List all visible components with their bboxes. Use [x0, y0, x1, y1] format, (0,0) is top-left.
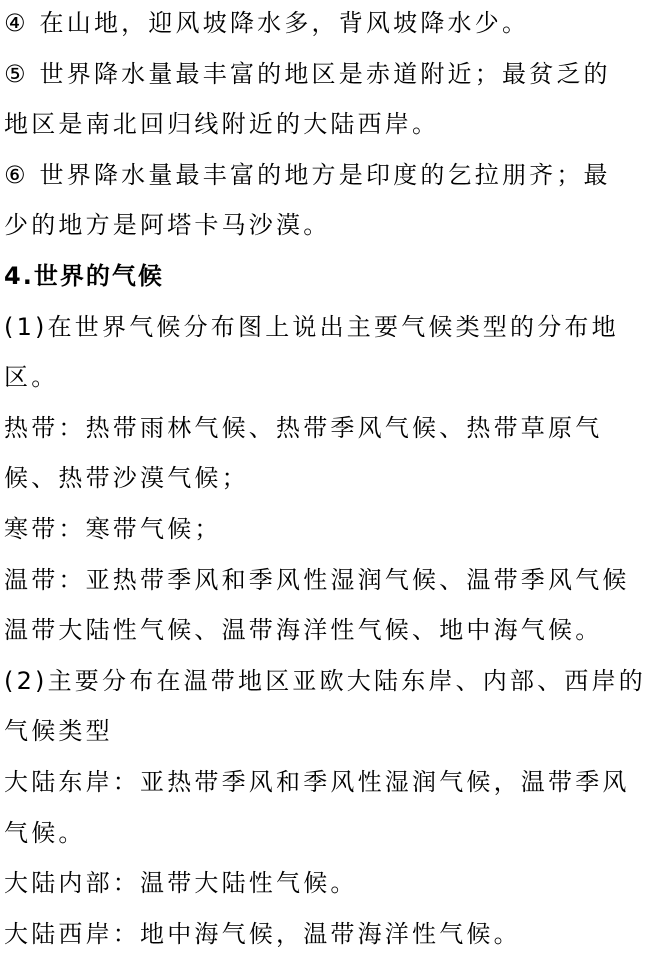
text-line: 少的地方是阿塔卡马沙漠。: [4, 211, 331, 240]
text-line: 温带：亚热带季风和季风性湿润气候、温带季风气候: [4, 565, 630, 594]
text-line: 地区是南北回归线附近的大陆西岸。: [4, 110, 440, 139]
text-line: 气候类型: [4, 717, 113, 746]
text-line: 候、热带沙漠气候；: [4, 464, 249, 493]
text-line: 大陆内部：温带大陆性气候。: [4, 869, 358, 898]
text-line: ⑥ 世界降水量最丰富的地方是印度的乞拉朋齐；最: [4, 160, 611, 189]
text-line: 气候。: [4, 818, 86, 847]
text-line: ⑤ 世界降水量最丰富的地区是赤道附近；最贫乏的: [4, 59, 611, 88]
text-line: ④ 在山地，迎风坡降水多，背风坡降水少。: [4, 9, 530, 37]
text-line: 温带大陆性气候、温带海洋性气候、地中海气候。: [4, 616, 603, 645]
text-line: 大陆西岸：地中海气候，温带海洋性气候。: [4, 919, 521, 948]
document-page: [4, 0, 664, 959]
text-line: 大陆东岸：亚热带季风和季风性湿润气候，温带季风: [4, 767, 630, 796]
text-line: 寒带：寒带气候；: [4, 514, 222, 543]
text-line: 热带：热带雨林气候、热带季风气候、热带草原气: [4, 413, 603, 442]
section-heading: 4.世界的气候: [4, 261, 164, 290]
text-line: (2)主要分布在温带地区亚欧大陆东岸、内部、西岸的: [4, 666, 646, 695]
text-line: 区。: [4, 363, 59, 392]
text-line: (1)在世界气候分布图上说出主要气候类型的分布地: [4, 312, 619, 341]
